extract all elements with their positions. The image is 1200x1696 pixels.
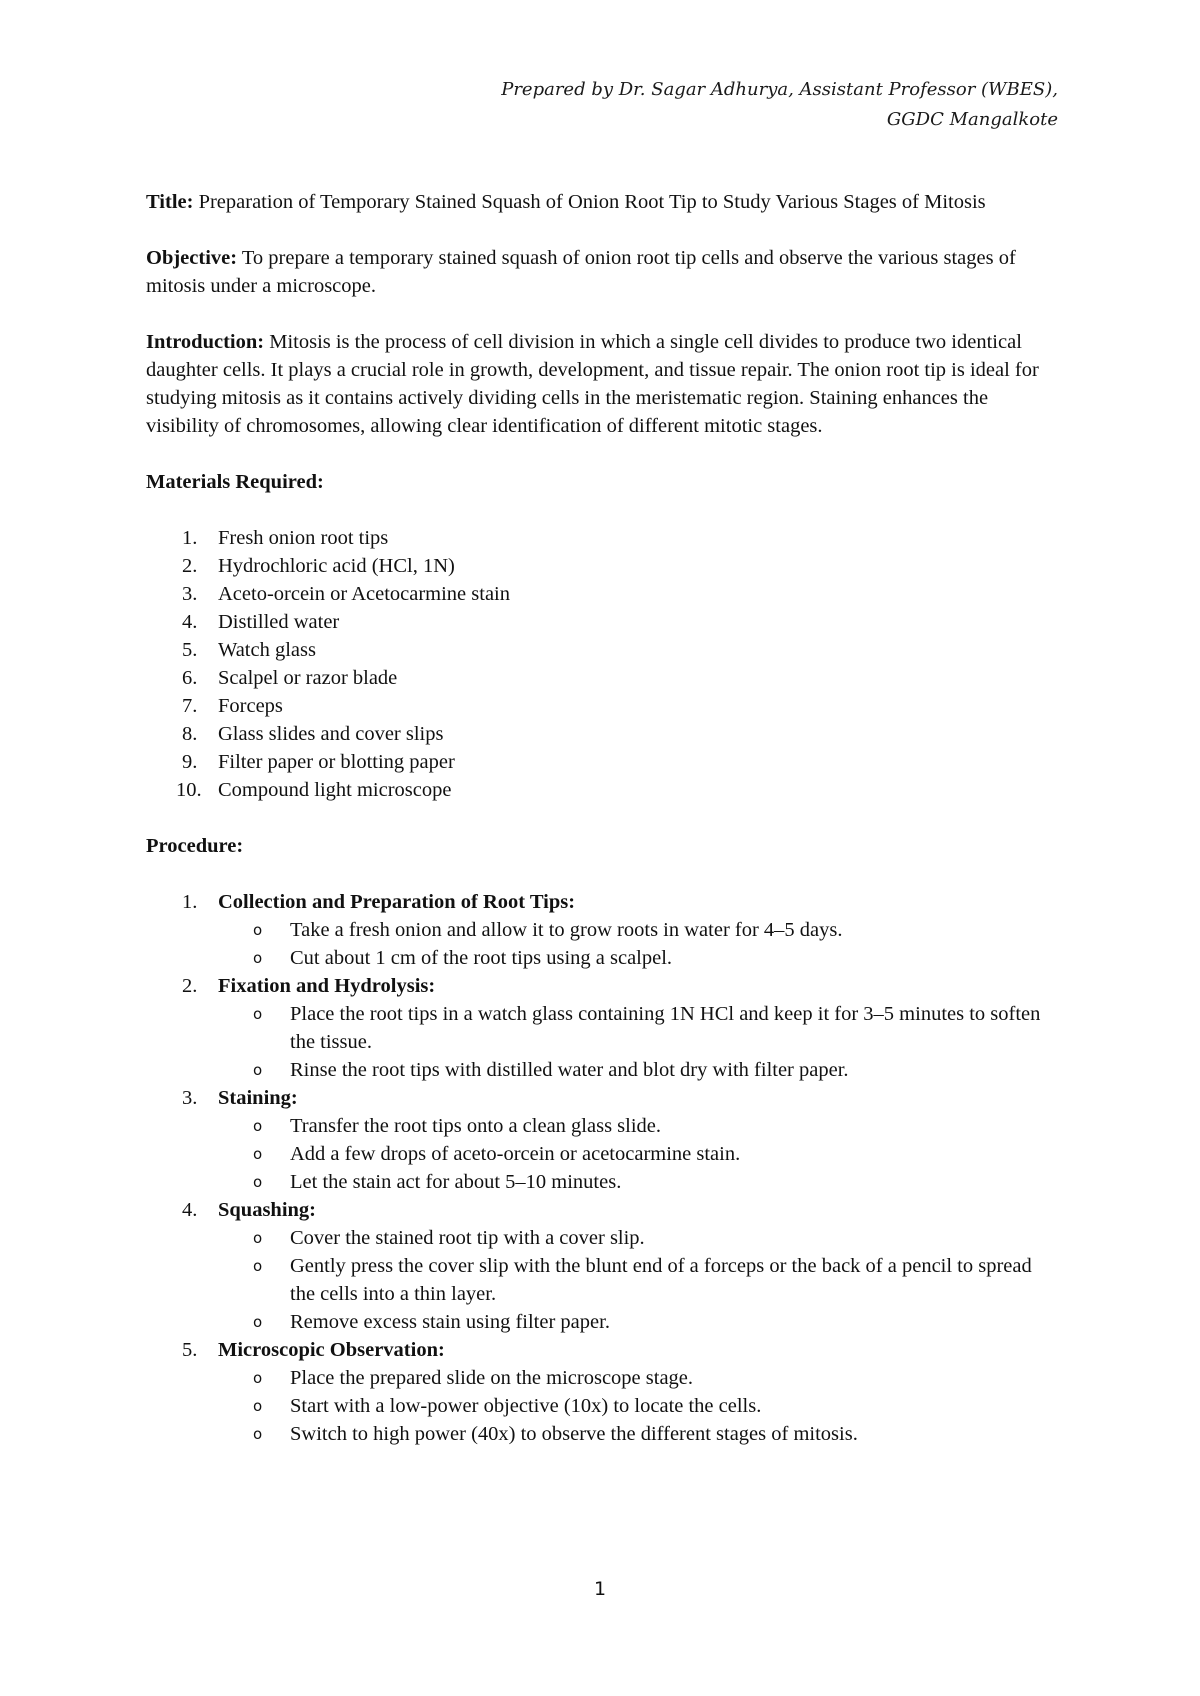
title-paragraph	[146, 188, 1058, 216]
substep-text: Cover the stained root tip with a cover slip.	[290, 1227, 645, 1249]
step-substeps	[218, 1000, 1058, 1084]
step-title: Staining:	[218, 1087, 298, 1109]
material-number: 7.	[182, 695, 198, 717]
material-text: Watch glass	[218, 639, 316, 661]
material-text: Forceps	[218, 695, 283, 717]
step-number: 5.	[182, 1339, 198, 1361]
introduction-text: Mitosis is the process of cell division in which a single cell divides to produce two identical daughter cells. It plays a crucial role in growth, development, and tissue repair. The onion root tip is ideal for studying mitosis as it contains actively dividing cells in the meristematic region. Staining enhances the visibility of chromosomes, allowing clear identification of different mitotic stages.	[146, 331, 1039, 437]
procedure-step	[146, 972, 1058, 1084]
substep-item	[218, 1364, 1058, 1392]
substep-item	[218, 1392, 1058, 1420]
circle-bullet-icon: o	[253, 921, 263, 939]
substep-item	[218, 1252, 1058, 1308]
material-item	[146, 552, 1058, 580]
material-item	[146, 524, 1058, 552]
substep-item	[218, 1168, 1058, 1196]
substep-item	[218, 944, 1058, 972]
step-number: 4.	[182, 1199, 198, 1221]
procedure-step	[146, 1336, 1058, 1448]
material-number: 4.	[182, 611, 198, 633]
introduction-paragraph	[146, 328, 1058, 440]
step-title: Squashing:	[218, 1199, 317, 1221]
material-item	[146, 608, 1058, 636]
procedure-list	[146, 888, 1058, 1448]
circle-bullet-icon: o	[253, 1117, 263, 1135]
substep-text: Switch to high power (40x) to observe the different stages of mitosis.	[290, 1423, 858, 1445]
material-text: Hydrochloric acid (HCl, 1N)	[218, 555, 455, 577]
circle-bullet-icon: o	[253, 1397, 263, 1415]
material-number: 9.	[182, 751, 198, 773]
circle-bullet-icon: o	[253, 1145, 263, 1163]
substep-text: Start with a low-power objective (10x) to locate the cells.	[290, 1395, 762, 1417]
material-item	[146, 664, 1058, 692]
substep-text: Place the prepared slide on the microscope stage.	[290, 1367, 694, 1389]
page-header	[501, 75, 1058, 135]
document-body	[146, 188, 1058, 1476]
circle-bullet-icon: o	[253, 1061, 263, 1079]
material-text: Filter paper or blotting paper	[218, 751, 455, 773]
substep-text: Place the root tips in a watch glass containing 1N HCl and keep it for 3–5 minutes to soften the tissue.	[290, 1003, 1041, 1053]
material-number: 3.	[182, 583, 198, 605]
material-item	[146, 776, 1058, 804]
substep-text: Rinse the root tips with distilled water and blot dry with filter paper.	[290, 1059, 849, 1081]
substep-text: Gently press the cover slip with the blunt end of a forceps or the back of a pencil to spread the cells into a thin layer.	[290, 1255, 1032, 1305]
objective-text: To prepare a temporary stained squash of onion root tip cells and observe the various stages of mitosis under a microscope.	[146, 247, 1016, 297]
substep-text: Transfer the root tips onto a clean glass slide.	[290, 1115, 662, 1137]
material-number: 6.	[182, 667, 198, 689]
title-text: Preparation of Temporary Stained Squash of Onion Root Tip to Study Various Stages of Mitosis	[198, 191, 986, 213]
material-item	[146, 692, 1058, 720]
material-item	[146, 720, 1058, 748]
page-number: 1	[593, 1578, 607, 1600]
circle-bullet-icon: o	[253, 1313, 263, 1331]
substep-item	[218, 1000, 1058, 1056]
circle-bullet-icon: o	[253, 1173, 263, 1191]
substep-text: Remove excess stain using filter paper.	[290, 1311, 610, 1333]
objective-label: Objective:	[146, 247, 238, 269]
substep-text: Take a fresh onion and allow it to grow roots in water for 4–5 days.	[290, 919, 843, 941]
material-number: 5.	[182, 639, 198, 661]
procedure-step	[146, 888, 1058, 972]
step-substeps	[218, 1364, 1058, 1448]
procedure-step	[146, 1196, 1058, 1336]
substep-item	[218, 1112, 1058, 1140]
material-item	[146, 636, 1058, 664]
title-label: Title:	[146, 191, 194, 213]
circle-bullet-icon: o	[253, 1425, 263, 1443]
header-author-line: Prepared by Dr. Sagar Adhurya, Assistant Professor (WBES),	[501, 79, 1058, 100]
procedure-heading: Procedure:	[146, 835, 244, 857]
material-text: Fresh onion root tips	[218, 527, 389, 549]
circle-bullet-icon: o	[253, 949, 263, 967]
substep-item	[218, 1308, 1058, 1336]
step-substeps	[218, 1224, 1058, 1336]
objective-paragraph	[146, 244, 1058, 300]
step-number: 3.	[182, 1087, 198, 1109]
material-number: 2.	[182, 555, 198, 577]
material-text: Compound light microscope	[218, 779, 452, 801]
material-number: 10.	[176, 779, 202, 801]
step-number: 1.	[182, 891, 198, 913]
circle-bullet-icon: o	[253, 1369, 263, 1387]
materials-list	[146, 524, 1058, 804]
circle-bullet-icon: o	[253, 1005, 263, 1023]
substep-item	[218, 1140, 1058, 1168]
material-text: Glass slides and cover slips	[218, 723, 444, 745]
header-institution-line: GGDC Mangalkote	[886, 109, 1058, 130]
circle-bullet-icon: o	[253, 1229, 263, 1247]
substep-item	[218, 1056, 1058, 1084]
step-substeps	[218, 916, 1058, 972]
material-number: 1.	[182, 527, 198, 549]
introduction-label: Introduction:	[146, 331, 265, 353]
substep-item	[218, 1420, 1058, 1448]
material-text: Distilled water	[218, 611, 340, 633]
material-text: Aceto-orcein or Acetocarmine stain	[218, 583, 510, 605]
step-title: Fixation and Hydrolysis:	[218, 975, 436, 997]
substep-text: Let the stain act for about 5–10 minutes.	[290, 1171, 622, 1193]
procedure-step	[146, 1084, 1058, 1196]
circle-bullet-icon: o	[253, 1257, 263, 1275]
step-number: 2.	[182, 975, 198, 997]
substep-text: Cut about 1 cm of the root tips using a scalpel.	[290, 947, 673, 969]
material-item	[146, 748, 1058, 776]
step-substeps	[218, 1112, 1058, 1196]
material-number: 8.	[182, 723, 198, 745]
substep-item	[218, 1224, 1058, 1252]
step-title: Microscopic Observation:	[218, 1339, 445, 1361]
material-item	[146, 580, 1058, 608]
step-title: Collection and Preparation of Root Tips:	[218, 891, 576, 913]
substep-item	[218, 916, 1058, 944]
substep-text: Add a few drops of aceto-orcein or acetocarmine stain.	[290, 1143, 741, 1165]
materials-heading: Materials Required:	[146, 471, 324, 493]
material-text: Scalpel or razor blade	[218, 667, 398, 689]
